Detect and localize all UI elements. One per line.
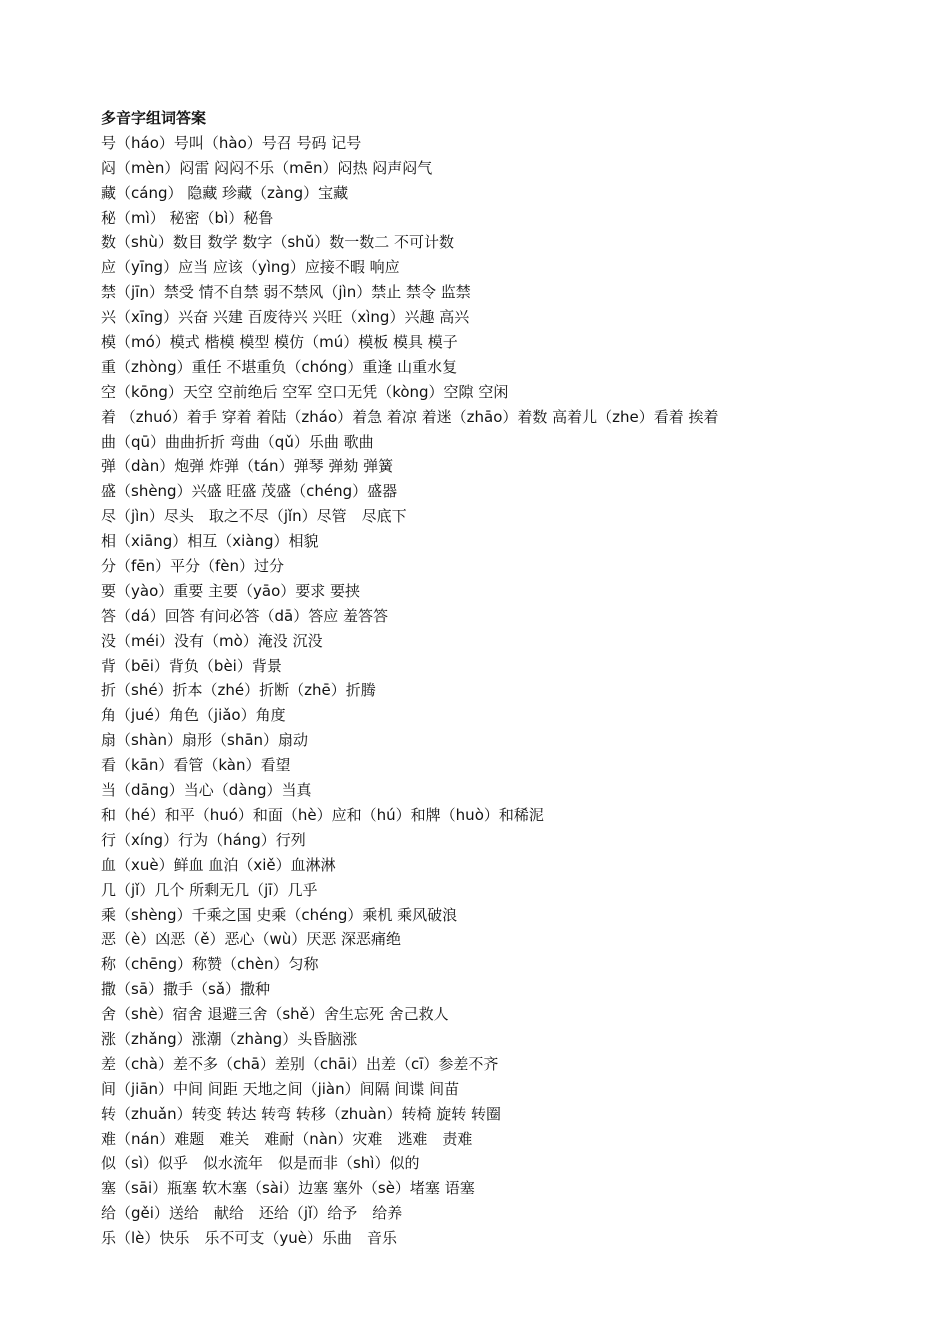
word-entry-line: 曲（qū）曲曲折折 弯曲（qǔ）乐曲 歌曲 xyxy=(101,432,374,451)
document-title: 多音字组词答案 xyxy=(101,109,207,127)
word-entry-line: 要（yào）重要 主要（yāo）要求 要挟 xyxy=(101,581,361,600)
word-entry-line: 相（xiāng）相互（xiàng）相貌 xyxy=(101,532,319,551)
word-entry-line: 没（méi）没有（mò）淹没 沉没 xyxy=(101,631,323,650)
word-entry-line: 闷（mèn）闷雷 闷闷不乐（mēn）闷热 闷声闷气 xyxy=(101,158,433,177)
word-entry-line: 难（nán）难题 难关 难耐（nàn）灾难 逃难 责难 xyxy=(101,1129,473,1148)
word-entry-line: 角（jué）角色（jiǎo）角度 xyxy=(101,706,286,725)
document-body xyxy=(101,106,921,1251)
word-entry-line: 乐（lè）快乐 乐不可支（yuè）乐曲 音乐 xyxy=(101,1229,398,1248)
word-entry-line: 恶（è）凶恶（ě）恶心（wù）厌恶 深恶痛绝 xyxy=(101,930,402,949)
word-entry-line: 模（mó）模式 楷模 模型 模仿（mú）模板 模具 模子 xyxy=(101,333,458,352)
word-entry-line: 重（zhòng）重任 不堪重负（chóng）重逢 山重水复 xyxy=(101,357,458,376)
word-entry-line: 禁（jīn）禁受 情不自禁 弱不禁风（jìn）禁止 禁令 监禁 xyxy=(101,283,471,302)
word-entry-line: 应（yīng）应当 应该（yìng）应接不暇 响应 xyxy=(101,258,400,277)
word-entry-line: 给（gěi）送给 献给 还给（jǐ）给予 给养 xyxy=(101,1204,403,1223)
word-entry-line: 号（háo）号叫（hào）号召 号码 记号 xyxy=(101,133,362,152)
word-entry-line: 差（chà）差不多（chā）差别（chāi）出差（cī）参差不齐 xyxy=(101,1054,499,1073)
word-entry-line: 行（xíng）行为（háng）行列 xyxy=(101,830,306,849)
word-entry-line: 折（shé）折本（zhé）折断（zhē）折腾 xyxy=(101,681,376,700)
word-entry-line: 空（kōng）天空 空前绝后 空军 空口无凭（kòng）空隙 空闲 xyxy=(101,382,509,401)
word-entry-line: 着 （zhuó）着手 穿着 着陆（zháo）着急 着凉 着迷（zhāo）着数 高着儿（zhe）看着 挨着 xyxy=(101,407,719,426)
word-entry-line: 看（kān）看管（kàn）看望 xyxy=(101,756,291,775)
word-entry-line: 答（dá）回答 有问必答（dā）答应 羞答答 xyxy=(101,606,388,625)
word-entry-line: 兴（xīng）兴奋 兴建 百废待兴 兴旺（xìng）兴趣 高兴 xyxy=(101,308,470,327)
word-entry-line: 秘（mì） 秘密（bì）秘鲁 xyxy=(101,208,274,227)
polyphonic-word-list xyxy=(101,131,921,1251)
word-entry-line: 藏（cáng） 隐藏 珍藏（zàng）宝藏 xyxy=(101,183,349,202)
word-entry-line: 数（shù）数目 数学 数字（shǔ）数一数二 不可计数 xyxy=(101,233,454,252)
word-entry-line: 扇（shàn）扇形（shān）扇动 xyxy=(101,731,309,750)
word-entry-line: 分（fēn）平分（fèn）过分 xyxy=(101,557,285,576)
word-entry-line: 弹（dàn）炮弹 炸弹（tán）弹琴 弹劾 弹簧 xyxy=(101,457,394,476)
word-entry-line: 几（jǐ）几个 所剩无几（jī）几乎 xyxy=(101,880,318,899)
word-entry-line: 盛（shèng）兴盛 旺盛 茂盛（chéng）盛器 xyxy=(101,482,398,501)
word-entry-line: 乘（shèng）千乘之国 史乘（chéng）乘机 乘风破浪 xyxy=(101,905,458,924)
word-entry-line: 背（bēi）背负（bèi）背景 xyxy=(101,656,282,675)
word-entry-line: 称（chēng）称赞（chèn）匀称 xyxy=(101,955,319,974)
word-entry-line: 血（xuè）鲜血 血泊（xiě）血淋淋 xyxy=(101,855,336,874)
word-entry-line: 转（zhuǎn）转变 转达 转弯 转移（zhuàn）转椅 旋转 转圈 xyxy=(101,1104,502,1123)
word-entry-line: 尽（jìn）尽头 取之不尽（jǐn）尽管 尽底下 xyxy=(101,507,407,526)
word-entry-line: 和（hé）和平（huó）和面（hè）应和（hú）和牌（huò）和稀泥 xyxy=(101,805,544,824)
word-entry-line: 舍（shè）宿舍 退避三舍（shě）舍生忘死 舍己救人 xyxy=(101,1005,449,1024)
word-entry-line: 当（dāng）当心（dàng）当真 xyxy=(101,781,312,800)
word-entry-line: 间（jiān）中间 间距 天地之间（jiàn）间隔 间谍 间苗 xyxy=(101,1079,460,1098)
word-entry-line: 塞（sāi）瓶塞 软木塞（sài）边塞 塞外（sè）堵塞 语塞 xyxy=(101,1179,475,1198)
word-entry-line: 涨（zhǎng）涨潮（zhàng）头昏脑涨 xyxy=(101,1029,358,1048)
word-entry-line: 撒（sā）撒手（sǎ）撒种 xyxy=(101,980,271,999)
word-entry-line: 似（sì）似乎 似水流年 似是而非（shì）似的 xyxy=(101,1154,420,1173)
